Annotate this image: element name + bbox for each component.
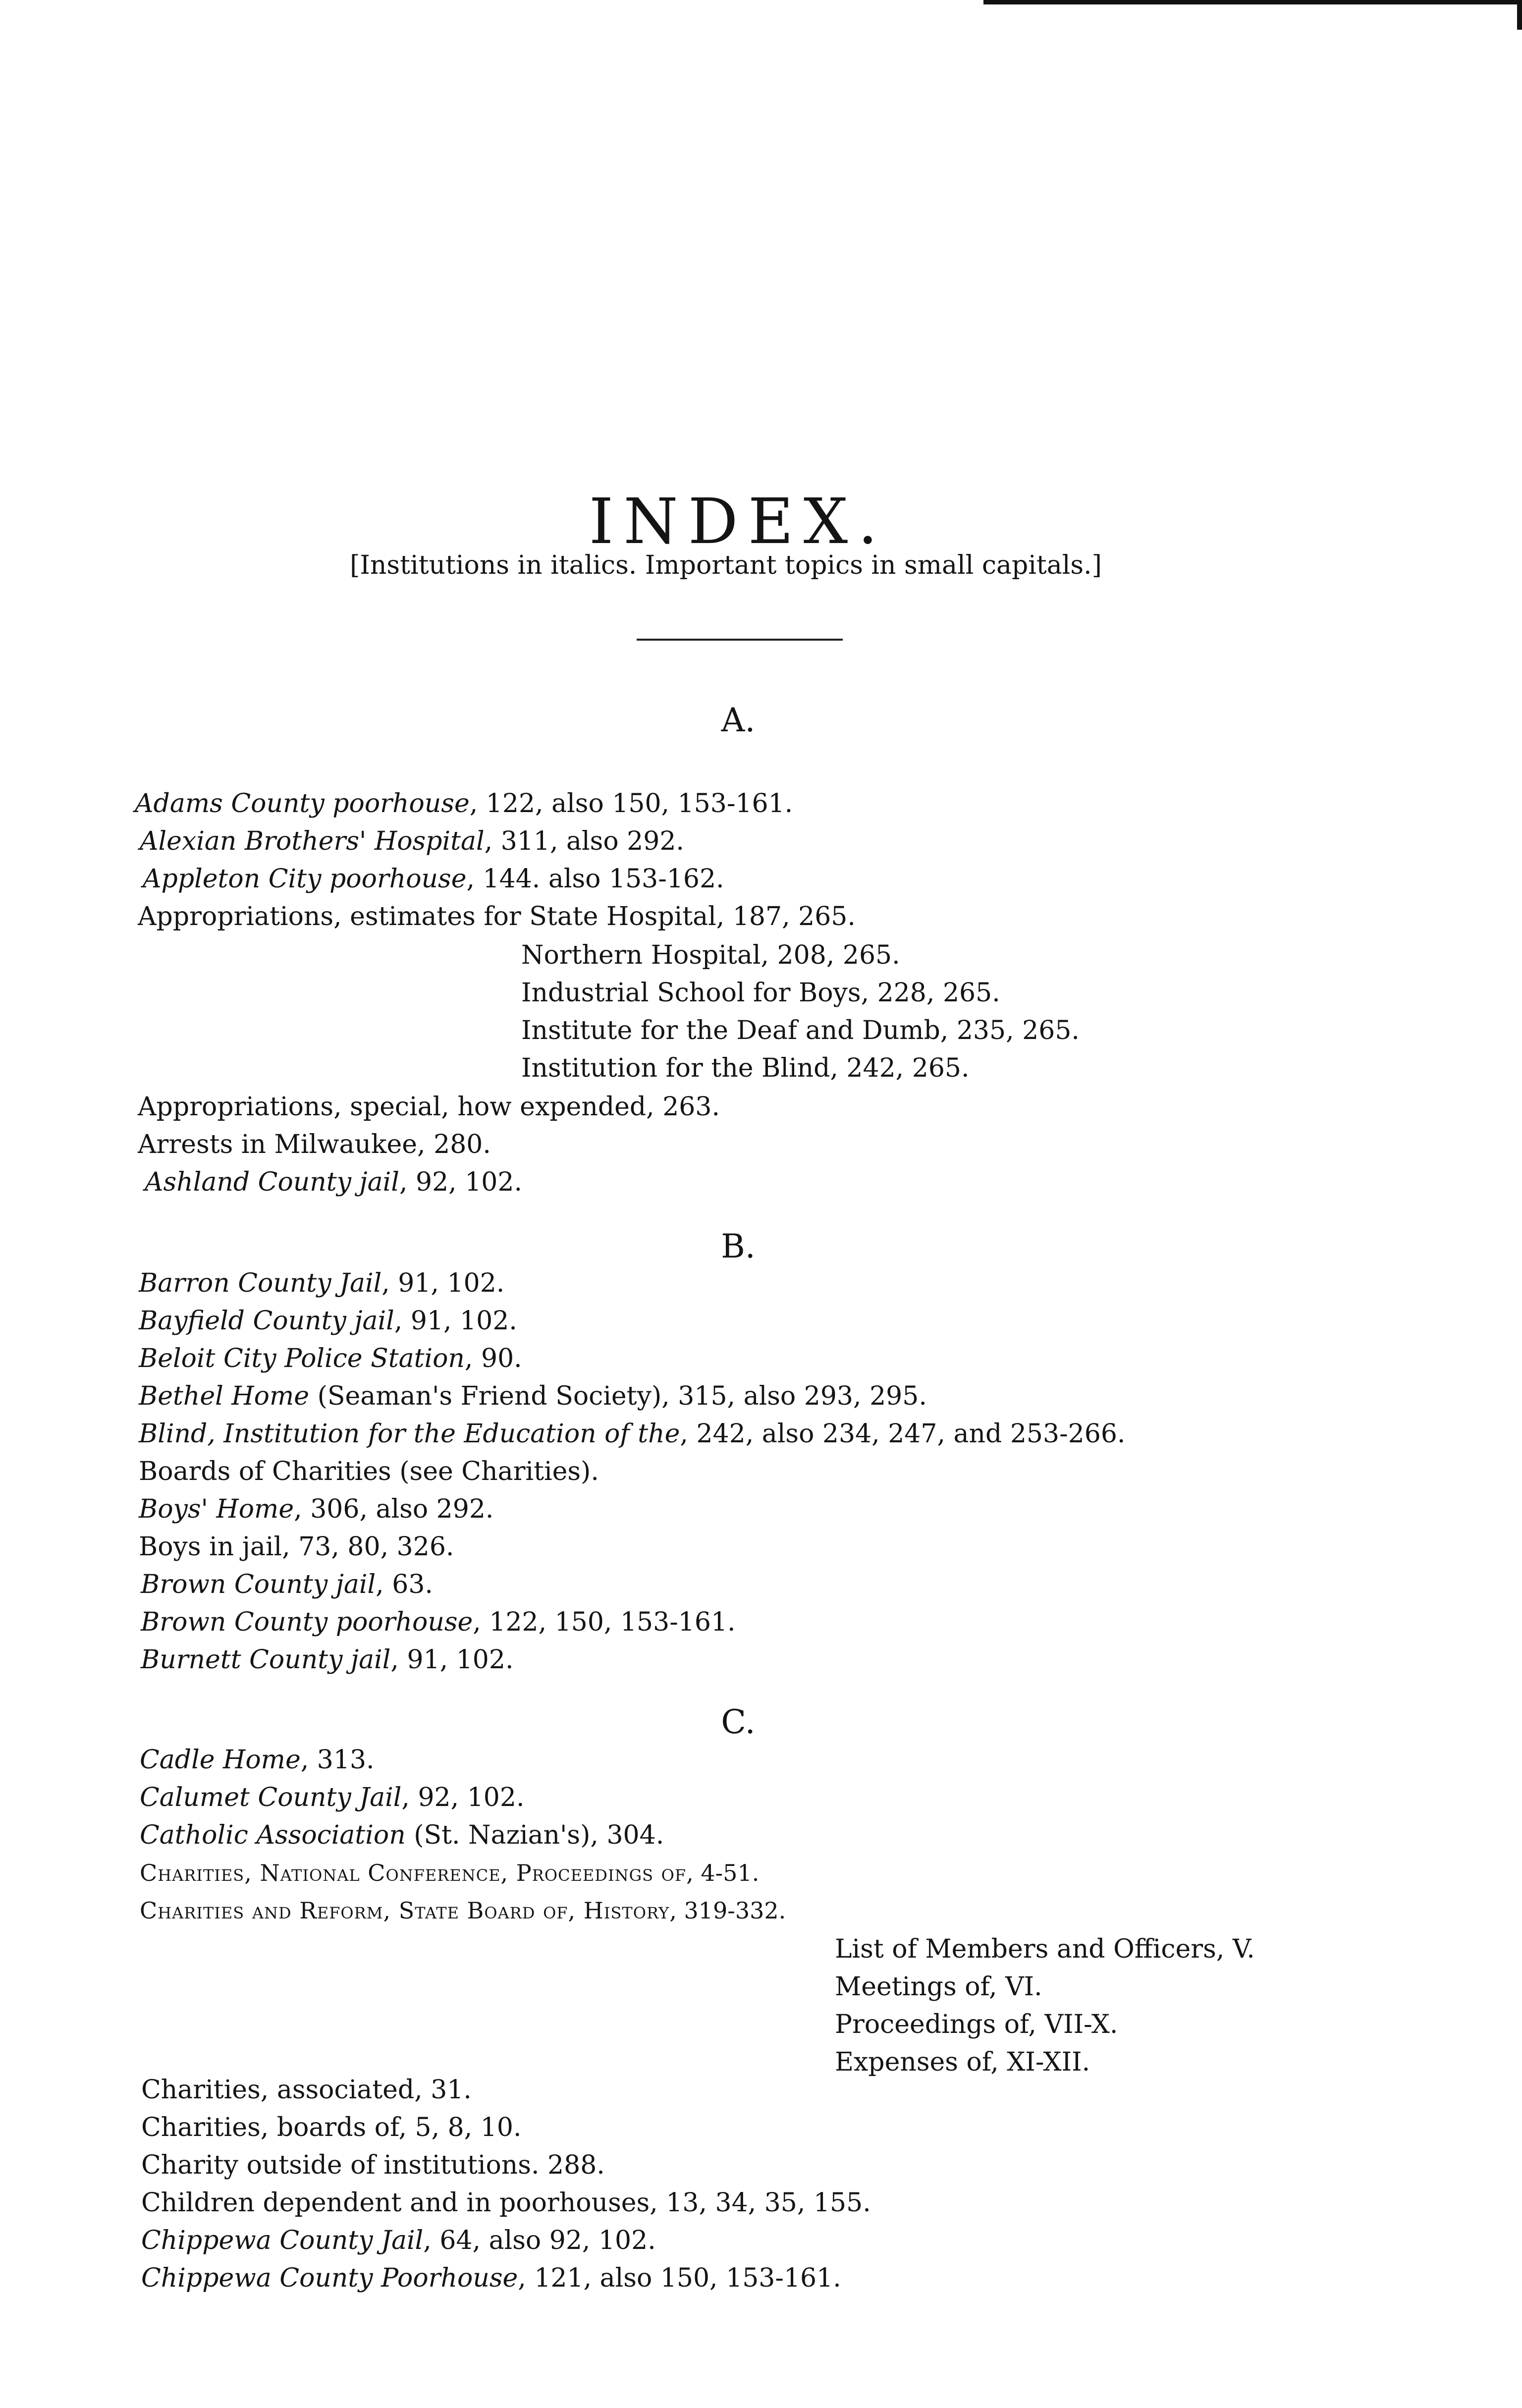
institution-name: Bayfield County jail [139, 1306, 394, 1336]
index-entry [143, 860, 724, 898]
institution-name: Boys' Home [139, 1494, 294, 1524]
index-entry [141, 1566, 433, 1603]
entry-refs: , 92, 102. [399, 1167, 523, 1197]
entry-refs: , 91, 102. [394, 1306, 517, 1336]
institution-name: Appleton City poorhouse [143, 864, 467, 894]
index-entry: Charities, associated, 31. [141, 2075, 472, 2105]
index-entry [141, 1641, 514, 1679]
entry-refs: , 90. [464, 1344, 522, 1373]
entry-refs: , 319-332. [669, 1897, 786, 1924]
corner-rule [983, 0, 1522, 4]
index-entry: Appropriations, estimates for State Hospital, 187, 265. [138, 902, 856, 931]
entry-refs: , 64, also 92, 102. [423, 2226, 656, 2255]
index-entry [141, 1603, 736, 1641]
section-letter-a: A. [721, 701, 756, 739]
entry-refs: , 144. also 153-162. [466, 864, 724, 894]
institution-name: Chippewa County Poorhouse [141, 2263, 518, 2293]
index-entry [141, 2222, 656, 2259]
index-entry: Charity outside of institutions. 288. [141, 2150, 605, 2180]
index-entry: Arrests in Milwaukee, 280. [138, 1130, 491, 1159]
index-entry: Boys in jail, 73, 80, 326. [139, 1532, 454, 1562]
entry-refs: , 4-51. [686, 1860, 760, 1886]
entry-refs: , 122, 150, 153-161. [473, 1607, 736, 1637]
topic-name: Charities and Reform, State Board of, History [140, 1897, 670, 1924]
topic-name: Charities, National Conference, Proceedings of [140, 1860, 687, 1886]
index-entry [139, 1302, 517, 1340]
index-subentry: Industrial School for Boys, 228, 265. [521, 978, 1000, 1008]
index-subentry: Proceedings of, VII-X. [835, 2010, 1118, 2039]
section-letter-c: C. [721, 1703, 756, 1741]
index-subentry: Meetings of, VI. [835, 1972, 1042, 2002]
index-subentry: List of Members and Officers, V. [835, 1934, 1255, 1964]
institution-name: Adams County poorhouse [135, 789, 470, 819]
institution-name: Bethel Home [139, 1381, 310, 1411]
index-entry [139, 1340, 522, 1377]
institution-name: Chippewa County Jail [141, 2226, 424, 2255]
institution-name: Barron County Jail [139, 1268, 382, 1298]
institution-name: Calumet County Jail [140, 1783, 402, 1812]
entry-refs: , 92, 102. [401, 1783, 525, 1812]
institution-name: Blind, Institution for the Education of the [139, 1419, 680, 1449]
index-entry: Appropriations, special, how expended, 263. [138, 1092, 720, 1122]
index-entry [140, 822, 684, 860]
entry-refs: , 91, 102. [390, 1645, 514, 1675]
institution-name: Catholic Association [140, 1820, 406, 1850]
index-subentry: Institute for the Deaf and Dumb, 235, 265. [521, 1016, 1080, 1045]
title-divider [637, 639, 843, 641]
entry-refs: (Seaman's Friend Society), 315, also 293, 295. [309, 1381, 927, 1411]
institution-name: Burnett County jail [141, 1645, 391, 1675]
entry-refs: , 122, also 150, 153-161. [469, 789, 793, 819]
institution-name: Alexian Brothers' Hospital [140, 826, 485, 856]
index-entry [135, 785, 793, 822]
entry-refs: , 63. [376, 1570, 433, 1599]
index-entry: Boards of Charities (see Charities). [139, 1457, 599, 1486]
index-entry [145, 1163, 522, 1201]
page-subtitle: [Institutions in italics. Important topics in small capitals.] [350, 550, 1102, 580]
index-entry [140, 1854, 759, 1892]
section-letter-b: B. [721, 1227, 756, 1265]
entry-refs: , 91, 102. [381, 1268, 505, 1298]
institution-name: Brown County jail [141, 1570, 376, 1599]
institution-name: Ashland County jail [145, 1167, 399, 1197]
index-entry [140, 1816, 664, 1854]
institution-name: Cadle Home [140, 1745, 301, 1775]
page-title: INDEX. [589, 485, 888, 558]
index-entry: Children dependent and in poorhouses, 13, 34, 35, 155. [141, 2188, 871, 2218]
index-entry [139, 1490, 493, 1528]
index-entry [140, 1892, 786, 1929]
entry-refs: , 121, also 150, 153-161. [518, 2263, 841, 2293]
index-entry [140, 1779, 524, 1816]
entry-refs: , 311, also 292. [484, 826, 684, 856]
entry-refs: , 306, also 292. [294, 1494, 494, 1524]
entry-refs: , 242, also 234, 247, and 253-266. [680, 1419, 1126, 1449]
corner-rule-edge [1517, 0, 1522, 30]
index-entry [139, 1264, 504, 1302]
index-entry [139, 1415, 1125, 1453]
index-subentry: Northern Hospital, 208, 265. [521, 940, 900, 970]
index-subentry: Expenses of, XI-XII. [835, 2047, 1090, 2077]
institution-name: Beloit City Police Station [139, 1344, 465, 1373]
index-entry [141, 2259, 841, 2297]
index-subentry: Institution for the Blind, 242, 265. [521, 1053, 970, 1083]
institution-name: Brown County poorhouse [141, 1607, 473, 1637]
index-entry [139, 1377, 927, 1415]
entry-refs: (St. Nazian's), 304. [405, 1820, 664, 1850]
index-entry: Charities, boards of, 5, 8, 10. [141, 2113, 522, 2142]
index-entry [140, 1741, 375, 1779]
entry-refs: , 313. [300, 1745, 375, 1775]
